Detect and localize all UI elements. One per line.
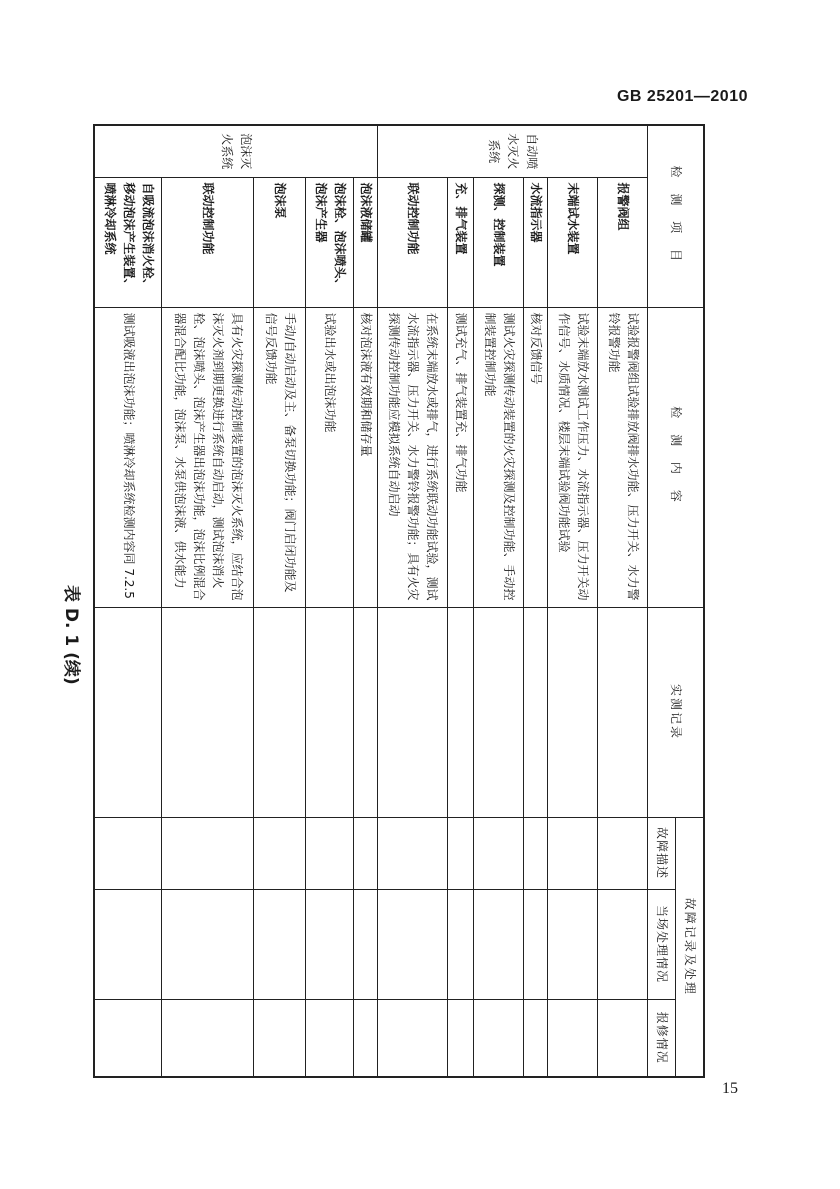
fault-repair-cell: [598, 999, 648, 1077]
header-item: 检 测 项 目: [648, 125, 704, 307]
table-caption: 表 D. 1 (续): [61, 585, 81, 685]
record-cell: [254, 607, 306, 817]
fault-desc-cell: [474, 817, 524, 889]
record-cell: [162, 607, 254, 817]
fault-handle-cell: [254, 889, 306, 999]
record-cell: [474, 607, 524, 817]
content-cell: 测试充气、排气装置充、排气功能: [448, 307, 474, 607]
fault-desc-cell: [548, 817, 598, 889]
fault-desc-cell: [598, 817, 648, 889]
content-cell: 试验出水或出泡沫功能: [306, 307, 354, 607]
fault-handle-cell: [474, 889, 524, 999]
fault-repair-cell: [306, 999, 354, 1077]
content-cell: 核对泡沫液有效期和储存量: [354, 307, 378, 607]
fault-handle-cell: [94, 889, 162, 999]
record-cell: [306, 607, 354, 817]
content-cell: 试验末端放水测试工作压力、水流指示器、压力开关动作信号、水质情况、楼层末端试验阀功能试验: [548, 307, 598, 607]
standard-number: GB 25201—2010: [616, 88, 748, 105]
fault-repair-cell: [448, 999, 474, 1077]
record-cell: [448, 607, 474, 817]
fault-repair-cell: [548, 999, 598, 1077]
header-content: 检 测 内 容: [648, 307, 704, 607]
record-cell: [354, 607, 378, 817]
item-cell: 末端试水装置: [548, 177, 598, 307]
content-cell: 测试火灾探测传动装置的火灾探测及控制功能、手动控制装置控制功能: [474, 307, 524, 607]
inspection-table: [93, 124, 705, 1078]
header-fault-handle: 当场处理情况: [648, 889, 676, 999]
item-cell: 泡沫栓、泡沫喷头、泡沫产生器: [306, 177, 354, 307]
item-cell: 泡沫泵: [254, 177, 306, 307]
fault-desc-cell: [162, 817, 254, 889]
record-cell: [94, 607, 162, 817]
fault-handle-cell: [354, 889, 378, 999]
fault-desc-cell: [254, 817, 306, 889]
fault-handle-cell: [548, 889, 598, 999]
fault-desc-cell: [378, 817, 448, 889]
fault-handle-cell: [378, 889, 448, 999]
fault-handle-cell: [162, 889, 254, 999]
system-cell: 泡沫灭火系统: [94, 125, 378, 177]
item-cell: 报警阀组: [598, 177, 648, 307]
content-cell: 手动/自动启动及主、备泵切换功能；阀门启闭功能及信号反馈功能: [254, 307, 306, 607]
fault-handle-cell: [598, 889, 648, 999]
fault-repair-cell: [94, 999, 162, 1077]
content-cell: 具有火灾探测传动控制装置的泡沫灭火系统，应结合泡沫灭火剂到期更换进行系统自动启动，测试泡沫消火栓、泡沫喷头、泡沫产生器出泡沫功能，泡沫比例混合器混合配比功能，泡沫泵、水泵供泡沫液、供水能力: [162, 307, 254, 607]
item-cell: 充、排气装置: [448, 177, 474, 307]
item-cell: 联动控制功能: [378, 177, 448, 307]
fault-desc-cell: [94, 817, 162, 889]
table-container: [102, 124, 705, 1076]
header-fault-desc: 故障描述: [648, 817, 676, 889]
record-cell: [524, 607, 548, 817]
content-cell: 试验报警阀组试验排放阀排水功能、压力开关、水力警铃报警功能: [598, 307, 648, 607]
fault-repair-cell: [474, 999, 524, 1077]
fault-repair-cell: [378, 999, 448, 1077]
fault-desc-cell: [354, 817, 378, 889]
record-cell: [378, 607, 448, 817]
item-cell: 探测、控制装置: [474, 177, 524, 307]
header-fault-repair: 报修情况: [648, 999, 676, 1077]
fault-desc-cell: [306, 817, 354, 889]
fault-desc-cell: [524, 817, 548, 889]
fault-repair-cell: [524, 999, 548, 1077]
content-cell: 在系统末端放水或排气，进行系统联动功能试验，测试水流指示器、压力开关、水力警铃报警功能；具有火灾探测传动控制功能应模拟系统自动启动: [378, 307, 448, 607]
content-cell: 测试吸液出泡沫功能；喷淋冷却系统检测内容同 7.2.5: [94, 307, 162, 607]
fault-repair-cell: [162, 999, 254, 1077]
fault-handle-cell: [524, 889, 548, 999]
item-cell: 水流指示器: [524, 177, 548, 307]
page-number: 15: [722, 1080, 738, 1097]
header-fault-group: 故障记录及处理: [676, 817, 704, 1077]
item-cell: 自吸流泡沫消火栓、移动泡沫产生装置、喷淋冷却系统: [94, 177, 162, 307]
fault-handle-cell: [306, 889, 354, 999]
record-cell: [598, 607, 648, 817]
system-cell: 自动喷水灭火系统: [378, 125, 648, 177]
fault-handle-cell: [448, 889, 474, 999]
fault-repair-cell: [354, 999, 378, 1077]
header-record: 实测记录: [648, 607, 704, 817]
fault-desc-cell: [448, 817, 474, 889]
item-cell: 泡沫液储罐: [354, 177, 378, 307]
record-cell: [548, 607, 598, 817]
fault-repair-cell: [254, 999, 306, 1077]
item-cell: 联动控制功能: [162, 177, 254, 307]
content-cell: 核对反馈信号: [524, 307, 548, 607]
